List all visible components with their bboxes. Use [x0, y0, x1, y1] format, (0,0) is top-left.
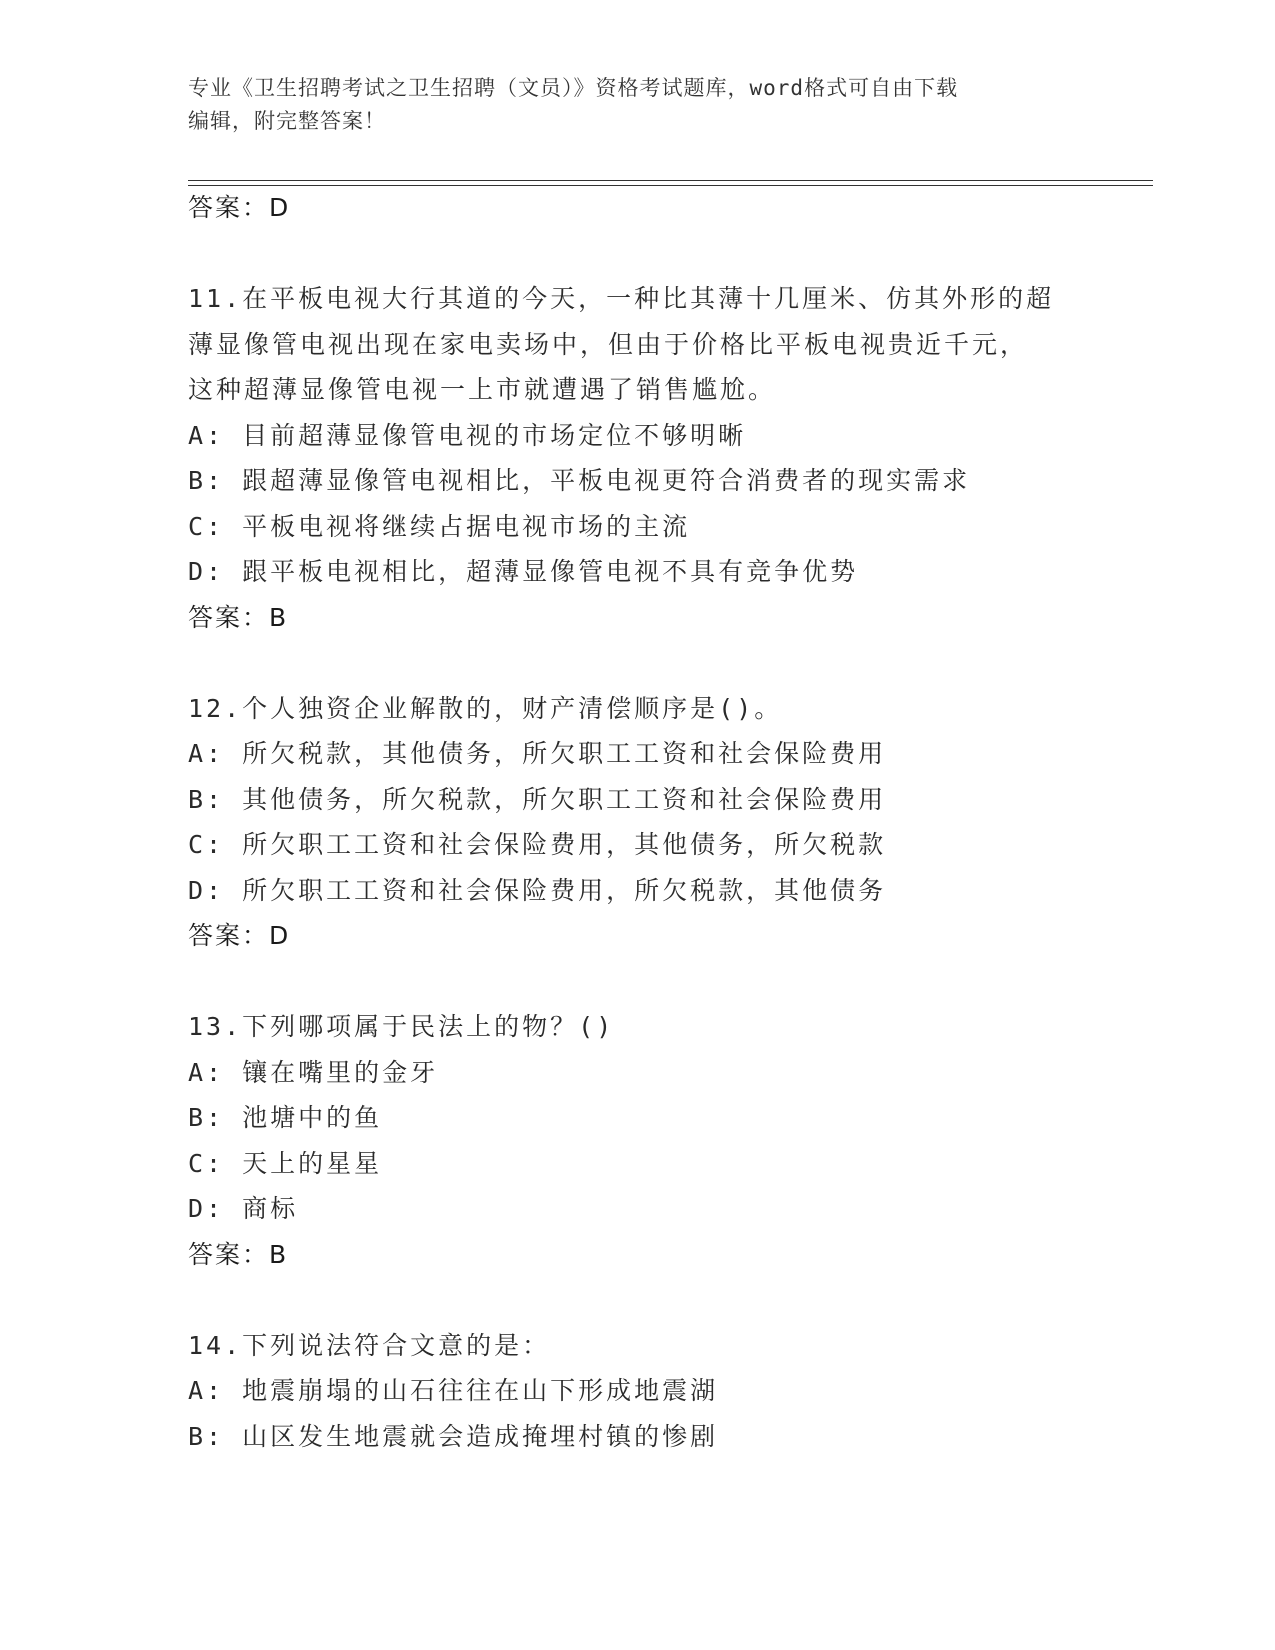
answer-option: A: 目前超薄显像管电视的市场定位不够明晰 [188, 420, 747, 450]
spacer [188, 1277, 1088, 1323]
answer-option: A: 地震崩塌的山石往往在山下形成地震湖 [188, 1376, 719, 1405]
header-line-2: 编辑，附完整答案！ [188, 109, 386, 133]
document-header [188, 72, 1068, 138]
header-divider-top [188, 180, 1153, 181]
answer-option: A: 所欠税款，其他债务，所欠职工工资和社会保险费用 [188, 739, 887, 768]
answer-line: 答案：B [188, 602, 289, 632]
question-stem-line: 14.下列说法符合文意的是： [188, 1330, 551, 1360]
spacer [188, 959, 1088, 1005]
question-stem-line: 这种超薄显像管电视一上市就遭遇了销售尴尬。 [188, 375, 777, 404]
question-block [188, 1004, 1088, 1323]
answer-option: C: 平板电视将继续占据电视市场的主流 [188, 511, 691, 541]
question-stem-line: 11.在平板电视大行其道的今天，一种比其薄十几厘米、仿其外形的超 [188, 284, 1055, 313]
spacer [188, 231, 1088, 277]
answer-option: D: 商标 [188, 1194, 299, 1223]
answer-option: C: 天上的星星 [188, 1148, 383, 1178]
question-block [188, 1323, 1088, 1460]
question-block [188, 276, 1088, 686]
question-stem-line: 13.下列哪项属于民法上的物？() [188, 1012, 615, 1041]
answer-option: D: 跟平板电视相比，超薄显像管电视不具有竞争优势 [188, 557, 859, 586]
answer-option: B: 池塘中的鱼 [188, 1103, 383, 1132]
question-stem-line: 12.个人独资企业解散的，财产清偿顺序是()。 [188, 693, 783, 723]
answer-line: 答案：D [188, 921, 291, 950]
answer-option: D: 所欠职工工资和社会保险费用，所欠税款，其他债务 [188, 875, 887, 905]
answer-line: 答案：D [188, 193, 291, 222]
header-line-1: 专业《卫生招聘考试之卫生招聘（文员）》资格考试题库，word格式可自由下载 [188, 76, 959, 100]
answer-option: B: 跟超薄显像管电视相比，平板电视更符合消费者的现实需求 [188, 466, 971, 495]
answer-option: A: 镶在嘴里的金牙 [188, 1057, 439, 1087]
question-block [188, 686, 1088, 1005]
question-stem-line: 薄显像管电视出现在家电卖场中，但由于价格比平板电视贵近千元， [188, 329, 1029, 359]
spacer [188, 640, 1088, 686]
answer-line: 答案：B [188, 1239, 289, 1269]
question-list [188, 276, 1088, 1459]
answer-option: C: 所欠职工工资和社会保险费用，其他债务，所欠税款 [188, 830, 887, 859]
answer-option: B: 山区发生地震就会造成掩埋村镇的惨剧 [188, 1421, 719, 1451]
document-body [188, 185, 1088, 1459]
answer-option: B: 其他债务，所欠税款，所欠职工工资和社会保险费用 [188, 784, 887, 814]
